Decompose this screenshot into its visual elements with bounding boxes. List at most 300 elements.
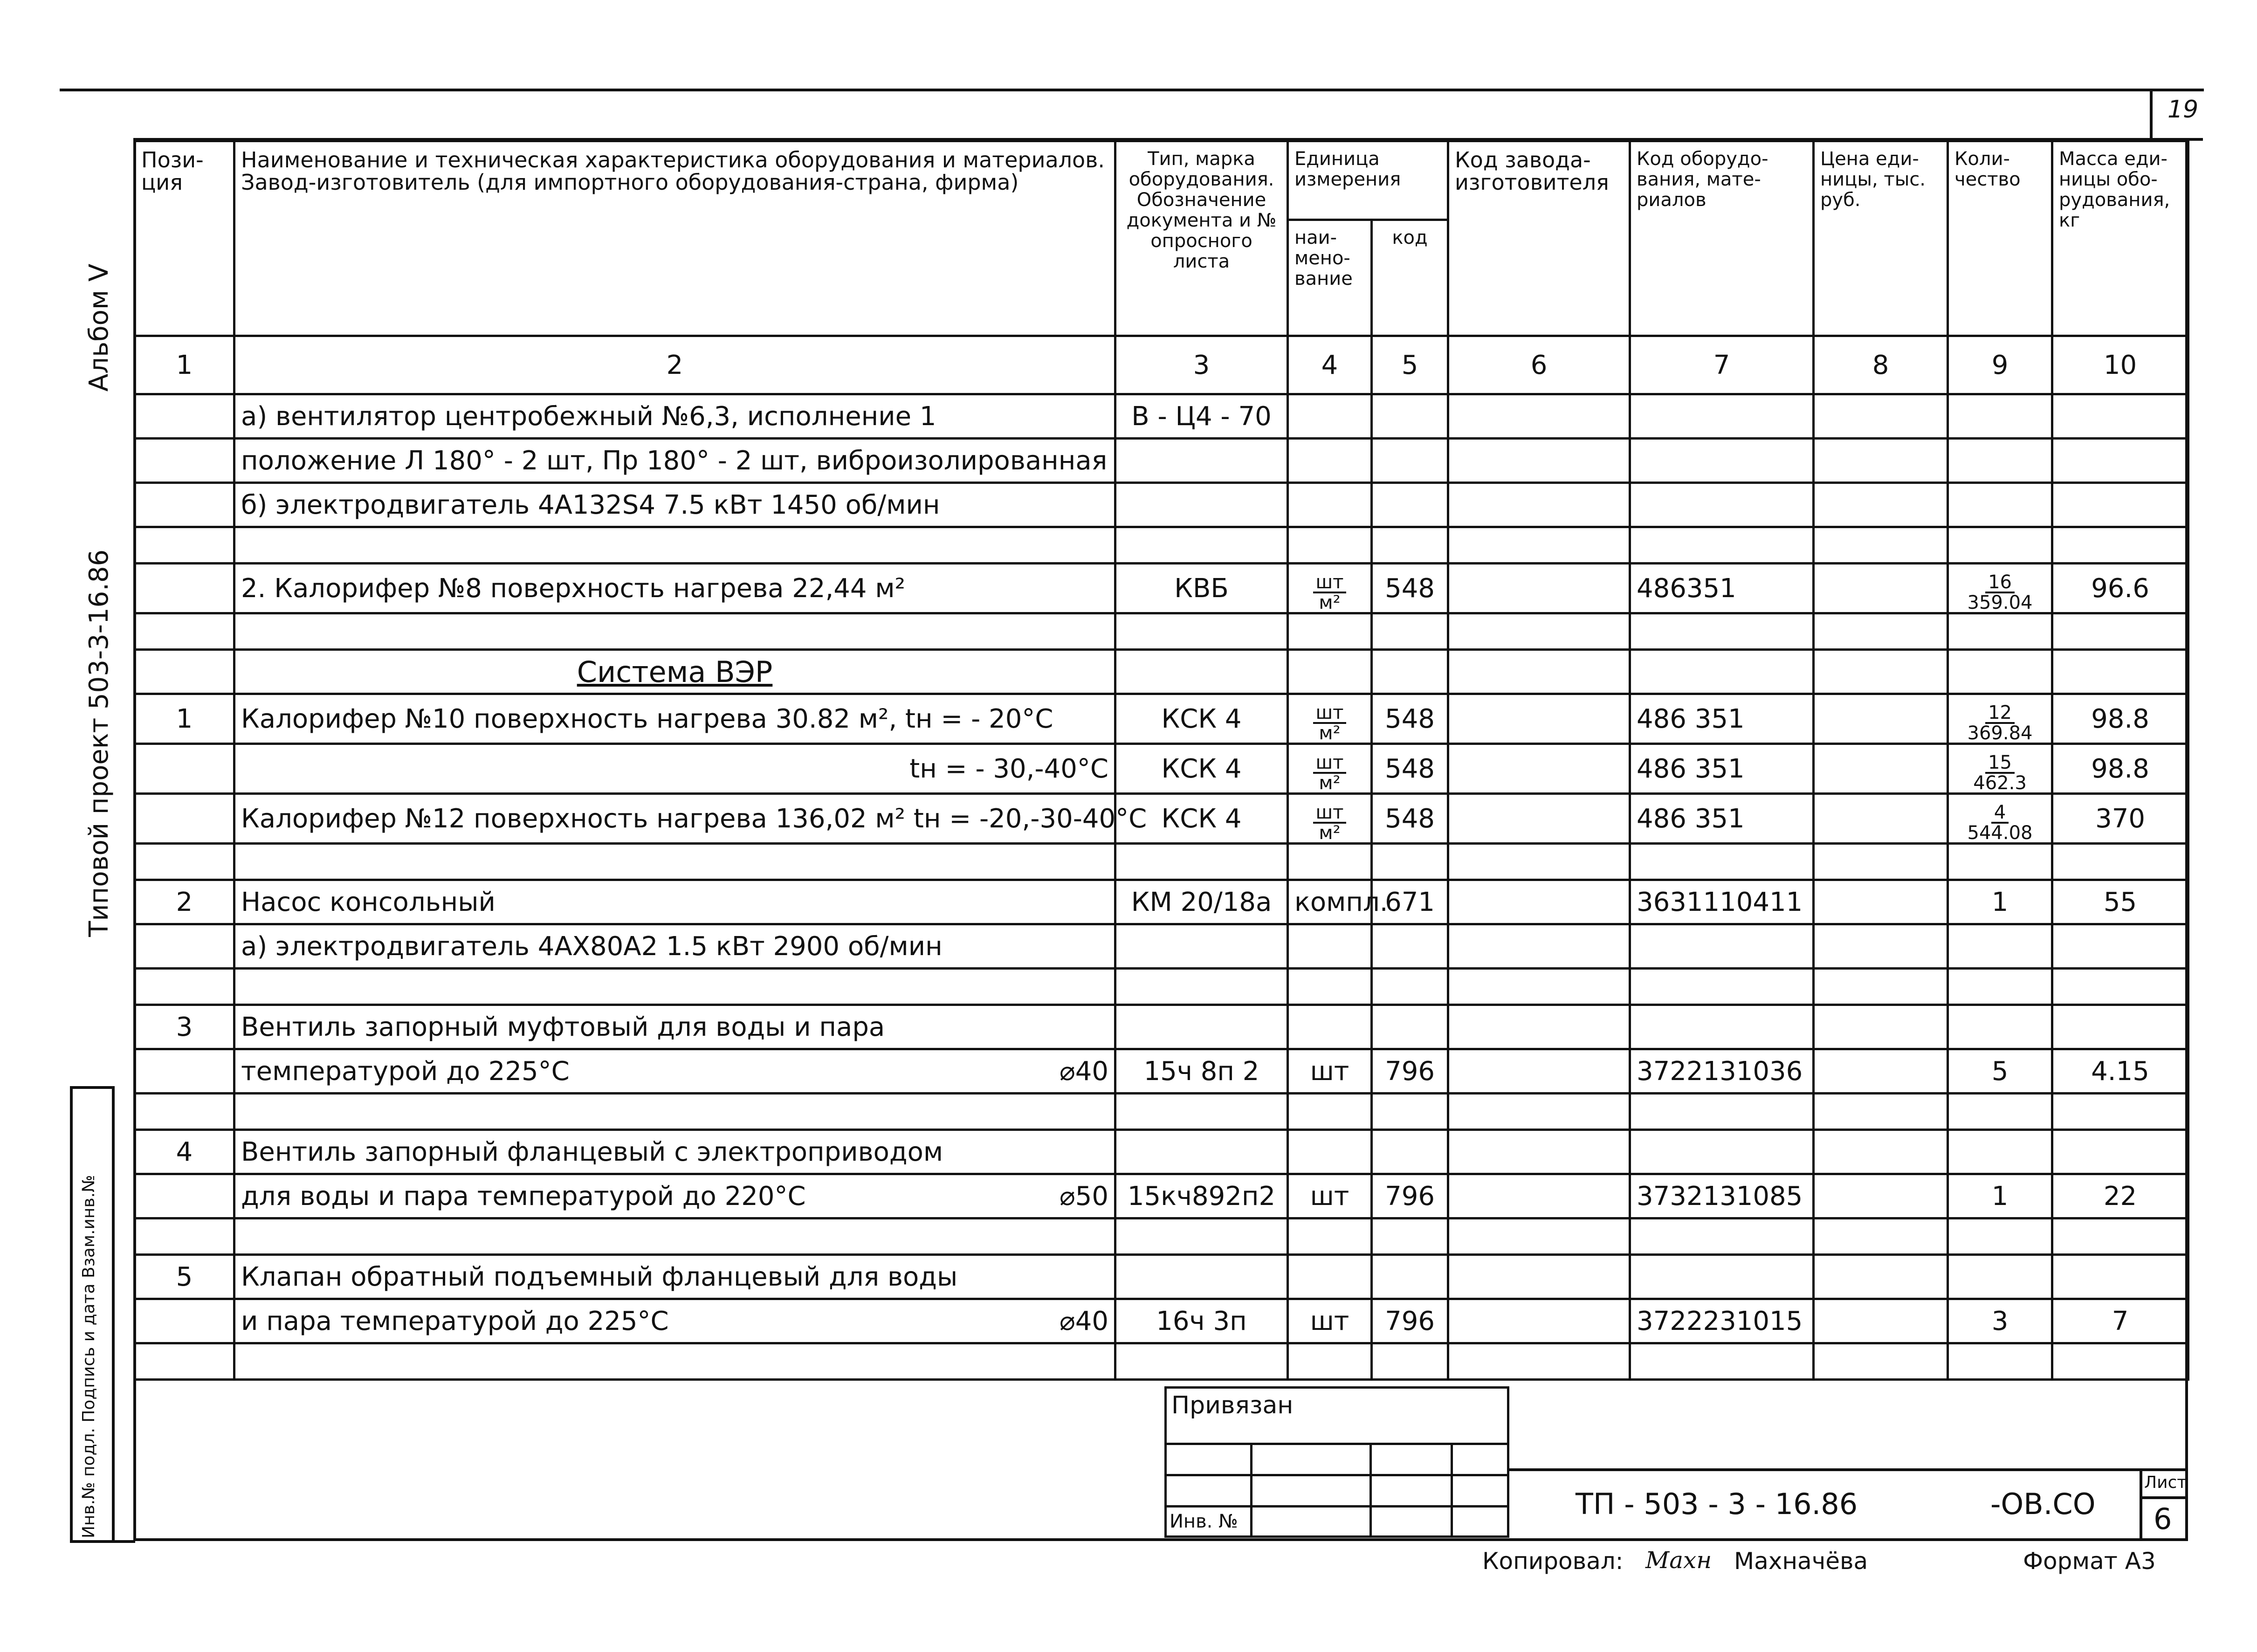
table-row bbox=[135, 1005, 2188, 1049]
cell-mfr bbox=[1448, 1005, 1630, 1049]
cell-code: 671 bbox=[1372, 880, 1448, 924]
header-mfr-code: Код завода-изготовителя bbox=[1448, 141, 1630, 336]
document-code: ТП - 503 - 3 - 16.86 bbox=[1576, 1487, 1858, 1521]
cell-name bbox=[234, 1218, 1115, 1255]
sheet-label: Лист bbox=[2144, 1473, 2187, 1492]
table-row bbox=[135, 394, 2188, 439]
cell-unit: компл. bbox=[1288, 880, 1372, 924]
cell-equip: 3732131085 bbox=[1630, 1174, 1814, 1218]
cell-type: 15кч892п2 bbox=[1115, 1174, 1288, 1218]
cell-price bbox=[1814, 1049, 1948, 1094]
cell-mass bbox=[2052, 1343, 2188, 1380]
copied-label: Копировал: bbox=[1482, 1548, 1624, 1575]
cell-type: КМ 20/18а bbox=[1115, 880, 1288, 924]
table-row bbox=[135, 1299, 2188, 1343]
cell-code: 548 bbox=[1372, 694, 1448, 744]
cell-qty: 3 bbox=[1948, 1299, 2052, 1343]
cell-unit bbox=[1288, 564, 1372, 613]
cell-code: 796 bbox=[1372, 1049, 1448, 1094]
cell-price bbox=[1814, 439, 1948, 483]
cell-qty: 1 bbox=[1948, 880, 2052, 924]
cell-type bbox=[1115, 1343, 1288, 1380]
cell-mfr bbox=[1448, 880, 1630, 924]
cell-unit bbox=[1288, 1255, 1372, 1299]
item-name: б) электродвигатель 4А132S4 7.5 кВт 1450 об/мин bbox=[241, 489, 940, 520]
cell-price bbox=[1814, 1130, 1948, 1174]
cell-type: КВБ bbox=[1115, 564, 1288, 613]
cell-unit bbox=[1288, 1005, 1372, 1049]
cell-code bbox=[1372, 1218, 1448, 1255]
cell-code bbox=[1372, 924, 1448, 969]
side-stamp-line bbox=[70, 1086, 115, 1089]
col-num: 8 bbox=[1814, 336, 1948, 394]
cell-type: КСК 4 bbox=[1115, 694, 1288, 744]
cell-pos: 2 bbox=[135, 880, 234, 924]
cell-mfr bbox=[1448, 969, 1630, 1005]
cell-mfr bbox=[1448, 1094, 1630, 1130]
cell-type bbox=[1115, 613, 1288, 650]
cell-mass bbox=[2052, 1005, 2188, 1049]
cell-unit: шт bbox=[1288, 1049, 1372, 1094]
cell-qty bbox=[1948, 394, 2052, 439]
cell-code bbox=[1372, 969, 1448, 1005]
cell-qty bbox=[1948, 694, 2052, 744]
cell-unit bbox=[1288, 1218, 1372, 1255]
cell-code bbox=[1372, 483, 1448, 527]
side-stamp-line bbox=[70, 1540, 135, 1543]
cell-pos bbox=[135, 924, 234, 969]
qty-den: 359.04 bbox=[1967, 592, 2033, 613]
item-name-right: ⌀40 bbox=[1060, 1306, 1108, 1336]
cell-code: 796 bbox=[1372, 1299, 1448, 1343]
cell-mass bbox=[2052, 1255, 2188, 1299]
item-name: и пара температурой до 225°С bbox=[241, 1306, 669, 1336]
header-row bbox=[135, 141, 2188, 220]
cell-name bbox=[234, 844, 1115, 880]
cell-mfr bbox=[1448, 794, 1630, 844]
side-stamp-line bbox=[112, 1086, 115, 1543]
cell-price bbox=[1814, 1343, 1948, 1380]
cell-equip bbox=[1630, 1343, 1814, 1380]
unit-fraction bbox=[1313, 573, 1347, 612]
cell-equip bbox=[1630, 1218, 1814, 1255]
cell-type: 16ч 3п bbox=[1115, 1299, 1288, 1343]
cell-price bbox=[1814, 694, 1948, 744]
cell-mfr bbox=[1448, 1218, 1630, 1255]
unit-num: шт bbox=[1313, 803, 1347, 824]
cell-mass: 370 bbox=[2052, 794, 2188, 844]
cell-unit bbox=[1288, 613, 1372, 650]
cell-qty bbox=[1948, 1343, 2052, 1380]
cell-mfr bbox=[1448, 1130, 1630, 1174]
cell-mass: 7 bbox=[2052, 1299, 2188, 1343]
header-price: Цена еди-ницы, тыс. руб. bbox=[1814, 141, 1948, 336]
qty-num: 15 bbox=[1985, 753, 2015, 774]
privyazan-label: Привязан bbox=[1166, 1388, 1508, 1444]
item-name: Насос консольный bbox=[241, 887, 495, 917]
cell-qty: 5 bbox=[1948, 1049, 2052, 1094]
sheet-box-mid bbox=[2140, 1496, 2186, 1499]
cell-code bbox=[1372, 1130, 1448, 1174]
cell-qty: 1 bbox=[1948, 1174, 2052, 1218]
cell-mfr bbox=[1448, 564, 1630, 613]
cell-name bbox=[234, 394, 1115, 439]
sheet-value: 6 bbox=[2154, 1502, 2172, 1536]
cell-price bbox=[1814, 1005, 1948, 1049]
cell-unit bbox=[1288, 924, 1372, 969]
unit-den: м² bbox=[1319, 723, 1341, 744]
cell-equip: 3722231015 bbox=[1630, 1299, 1814, 1343]
col-num: 5 bbox=[1372, 336, 1448, 394]
cell-price bbox=[1814, 564, 1948, 613]
table-row bbox=[135, 1130, 2188, 1174]
cell-price bbox=[1814, 483, 1948, 527]
cell-mass bbox=[2052, 844, 2188, 880]
cell-unit bbox=[1288, 527, 1372, 564]
cell-pos: 5 bbox=[135, 1255, 234, 1299]
cell-mass bbox=[2052, 1218, 2188, 1255]
cell-mfr bbox=[1448, 483, 1630, 527]
cell-equip bbox=[1630, 650, 1814, 694]
inv-label: Инв. № bbox=[1166, 1507, 1252, 1537]
cell-name bbox=[234, 439, 1115, 483]
col-num: 6 bbox=[1448, 336, 1630, 394]
cell-pos bbox=[135, 1343, 234, 1380]
header-mass: Масса еди-ницы обо-рудования, кг bbox=[2052, 141, 2188, 336]
col-num: 9 bbox=[1948, 336, 2052, 394]
item-name: Калорифер №12 поверхность нагрева 136,02 м² tн = -20,-30-40°С bbox=[241, 803, 1147, 834]
unit-fraction bbox=[1313, 803, 1347, 842]
cell-price bbox=[1814, 844, 1948, 880]
cell-type bbox=[1115, 844, 1288, 880]
item-name: температурой до 225°С bbox=[241, 1056, 570, 1087]
cell-mass: 4.15 bbox=[2052, 1049, 2188, 1094]
cell-qty bbox=[1948, 969, 2052, 1005]
cell-mass bbox=[2052, 924, 2188, 969]
format-label: Формат А3 bbox=[2023, 1548, 2156, 1575]
cell-unit bbox=[1288, 1094, 1372, 1130]
album-label: Альбом Ⅴ bbox=[84, 263, 114, 392]
cell-mfr bbox=[1448, 650, 1630, 694]
table-row bbox=[135, 924, 2188, 969]
cell-name bbox=[234, 1255, 1115, 1299]
cell-qty bbox=[1948, 844, 2052, 880]
cell-price bbox=[1814, 794, 1948, 844]
cell-type: В - Ц4 - 70 bbox=[1115, 394, 1288, 439]
cell-qty bbox=[1948, 924, 2052, 969]
cell-code bbox=[1372, 527, 1448, 564]
cell-mfr bbox=[1448, 613, 1630, 650]
cell-code: 548 bbox=[1372, 794, 1448, 844]
cell-equip bbox=[1630, 1130, 1814, 1174]
cell-pos bbox=[135, 969, 234, 1005]
cell-mass: 98.8 bbox=[2052, 744, 2188, 794]
col-num: 7 bbox=[1630, 336, 1814, 394]
cell-mfr bbox=[1448, 1299, 1630, 1343]
item-name: Калорифер №10 поверхность нагрева 30.82 м², tн = - 20°С bbox=[241, 703, 1053, 734]
unit-num: шт bbox=[1313, 753, 1347, 774]
cell-type: КСК 4 bbox=[1115, 794, 1288, 844]
cell-mfr bbox=[1448, 1049, 1630, 1094]
item-name: для воды и пара температурой до 220°С bbox=[241, 1181, 806, 1211]
cell-equip: 3631110411 bbox=[1630, 880, 1814, 924]
cell-mass bbox=[2052, 613, 2188, 650]
cell-pos bbox=[135, 613, 234, 650]
header-equip-code: Код оборудо-вания, мате-риалов bbox=[1630, 141, 1814, 336]
table-row bbox=[135, 969, 2188, 1005]
cell-unit: шт bbox=[1288, 1174, 1372, 1218]
cell-code bbox=[1372, 394, 1448, 439]
cell-type bbox=[1115, 483, 1288, 527]
header-unit-name: наи-мено-вание bbox=[1288, 220, 1372, 336]
cell-mass bbox=[2052, 527, 2188, 564]
cell-code bbox=[1372, 1255, 1448, 1299]
cell-mfr bbox=[1448, 694, 1630, 744]
cell-equip: 486351 bbox=[1630, 564, 1814, 613]
cell-type bbox=[1115, 650, 1288, 694]
cell-mfr bbox=[1448, 394, 1630, 439]
title-block bbox=[1164, 1386, 1509, 1538]
cell-equip bbox=[1630, 1255, 1814, 1299]
cell-qty bbox=[1948, 650, 2052, 694]
cell-price bbox=[1814, 969, 1948, 1005]
document-suffix: -ОВ.СО bbox=[1990, 1487, 2096, 1521]
cell-code: 548 bbox=[1372, 564, 1448, 613]
unit-den: м² bbox=[1319, 592, 1341, 613]
item-name: Вентиль запорный фланцевый с электроприводом bbox=[241, 1136, 943, 1167]
cell-price bbox=[1814, 880, 1948, 924]
cell-name bbox=[234, 1049, 1115, 1094]
cell-equip bbox=[1630, 527, 1814, 564]
cell-pos bbox=[135, 394, 234, 439]
col-num: 1 bbox=[135, 336, 234, 394]
cell-equip bbox=[1630, 439, 1814, 483]
cell-price bbox=[1814, 394, 1948, 439]
unit-fraction bbox=[1313, 703, 1347, 743]
cell-mass bbox=[2052, 1094, 2188, 1130]
qty-fraction bbox=[1968, 573, 2033, 612]
item-name: 2. Калорифер №8 поверхность нагрева 22,44 м² bbox=[241, 573, 906, 604]
top-border bbox=[60, 89, 2204, 91]
cell-mass: 96.6 bbox=[2052, 564, 2188, 613]
sheet-number-divider bbox=[2150, 89, 2153, 140]
cell-type bbox=[1115, 1218, 1288, 1255]
table-row bbox=[135, 744, 2188, 794]
cell-code bbox=[1372, 1343, 1448, 1380]
cell-name bbox=[234, 969, 1115, 1005]
cell-name bbox=[234, 880, 1115, 924]
column-number-row bbox=[135, 336, 2188, 394]
cell-type bbox=[1115, 1005, 1288, 1049]
cell-pos bbox=[135, 650, 234, 694]
col-num: 4 bbox=[1288, 336, 1372, 394]
col-num: 3 bbox=[1115, 336, 1288, 394]
col-num: 2 bbox=[234, 336, 1115, 394]
cell-name bbox=[234, 694, 1115, 744]
cell-equip: 486 351 bbox=[1630, 744, 1814, 794]
cell-mass bbox=[2052, 439, 2188, 483]
cell-pos: 3 bbox=[135, 1005, 234, 1049]
cell-mfr bbox=[1448, 844, 1630, 880]
cell-qty bbox=[1948, 483, 2052, 527]
frame-bottom bbox=[133, 1538, 2188, 1541]
cell-price bbox=[1814, 1094, 1948, 1130]
cell-mass bbox=[2052, 483, 2188, 527]
cell-qty bbox=[1948, 794, 2052, 844]
cell-equip bbox=[1630, 1094, 1814, 1130]
header-pos: Пози-ция bbox=[135, 141, 234, 336]
qty-num: 16 bbox=[1985, 573, 2015, 593]
unit-num: шт bbox=[1313, 703, 1347, 724]
cell-unit bbox=[1288, 394, 1372, 439]
table-row bbox=[135, 1094, 2188, 1130]
cell-name bbox=[234, 794, 1147, 844]
cell-name bbox=[234, 1343, 1115, 1380]
cell-pos bbox=[135, 1174, 234, 1218]
header-name: Наименование и техническая характеристика оборудования и материалов. Завод-изготовитель (для импортного оборудования-страна, фирма) bbox=[234, 141, 1115, 336]
cell-type bbox=[1115, 439, 1288, 483]
table-row bbox=[135, 650, 2188, 694]
cell-pos bbox=[135, 794, 234, 844]
qty-fraction bbox=[1968, 803, 2033, 842]
cell-qty bbox=[1948, 1255, 2052, 1299]
cell-name bbox=[234, 527, 1115, 564]
table-row bbox=[135, 1174, 2188, 1218]
cell-type bbox=[1115, 1094, 1288, 1130]
table-row bbox=[135, 483, 2188, 527]
cell-price bbox=[1814, 744, 1948, 794]
cell-unit bbox=[1288, 483, 1372, 527]
cell-qty bbox=[1948, 527, 2052, 564]
cell-equip bbox=[1630, 613, 1814, 650]
unit-den: м² bbox=[1319, 822, 1341, 844]
privyazan-table bbox=[1164, 1386, 1509, 1538]
cell-mass: 22 bbox=[2052, 1174, 2188, 1218]
section-title: Система ВЭР bbox=[577, 654, 773, 689]
item-name: Вентиль запорный муфтовый для воды и пара bbox=[241, 1012, 885, 1042]
project-label: Типовой проект 503-3-16.86 bbox=[84, 549, 114, 937]
unit-fraction bbox=[1313, 753, 1347, 792]
table-row bbox=[135, 1255, 2188, 1299]
cell-pos bbox=[135, 844, 234, 880]
cell-pos bbox=[135, 1049, 234, 1094]
side-stamp-line bbox=[70, 1086, 73, 1543]
cell-unit bbox=[1288, 439, 1372, 483]
copied-name: Махначёва bbox=[1734, 1548, 1868, 1575]
qty-fraction bbox=[1968, 703, 2033, 743]
header-unit-code: код bbox=[1372, 220, 1448, 336]
copied-signature: Махн bbox=[1645, 1547, 1712, 1574]
cell-name bbox=[234, 1094, 1115, 1130]
cell-unit bbox=[1288, 794, 1372, 844]
table-row bbox=[135, 527, 2188, 564]
header-qty: Коли-чество bbox=[1948, 141, 2052, 336]
cell-pos bbox=[135, 1299, 234, 1343]
cell-name bbox=[234, 613, 1115, 650]
col-num: 10 bbox=[2052, 336, 2188, 394]
cell-pos bbox=[135, 1094, 234, 1130]
cell-name bbox=[234, 1174, 1115, 1218]
cell-pos bbox=[135, 1218, 234, 1255]
cell-mfr bbox=[1448, 744, 1630, 794]
cell-code bbox=[1372, 613, 1448, 650]
cell-pos bbox=[135, 527, 234, 564]
cell-type bbox=[1115, 527, 1288, 564]
cell-code: 548 bbox=[1372, 744, 1448, 794]
specification-table bbox=[133, 140, 2189, 1381]
cell-type bbox=[1115, 924, 1288, 969]
cell-name bbox=[234, 650, 1115, 694]
spec-body bbox=[135, 394, 2188, 1380]
cell-name bbox=[234, 1299, 1115, 1343]
cell-pos bbox=[135, 744, 234, 794]
cell-mass bbox=[2052, 969, 2188, 1005]
cell-qty bbox=[1948, 1094, 2052, 1130]
cell-qty bbox=[1948, 744, 2052, 794]
side-stamp-label: Инв.№ подл. Подпись и дата Взам.инв.№ bbox=[79, 1175, 98, 1538]
cell-unit bbox=[1288, 1343, 1372, 1380]
cell-mfr bbox=[1448, 1343, 1630, 1380]
cell-equip bbox=[1630, 844, 1814, 880]
cell-mfr bbox=[1448, 1255, 1630, 1299]
sheet-box-left bbox=[2140, 1468, 2142, 1538]
cell-code bbox=[1372, 844, 1448, 880]
qty-den: 544.08 bbox=[1967, 822, 2033, 844]
cell-qty bbox=[1948, 439, 2052, 483]
cell-price bbox=[1814, 1255, 1948, 1299]
cell-unit bbox=[1288, 1130, 1372, 1174]
cell-code bbox=[1372, 1094, 1448, 1130]
cell-name bbox=[234, 1130, 1115, 1174]
table-row bbox=[135, 564, 2188, 613]
cell-name bbox=[234, 1005, 1115, 1049]
cell-unit bbox=[1288, 694, 1372, 744]
cell-price bbox=[1814, 1218, 1948, 1255]
cell-type: КСК 4 bbox=[1115, 744, 1288, 794]
qty-den: 462.3 bbox=[1973, 772, 2027, 794]
cell-pos bbox=[135, 564, 234, 613]
qty-fraction bbox=[1973, 753, 2027, 792]
cell-type bbox=[1115, 1255, 1288, 1299]
cell-equip: 486 351 bbox=[1630, 694, 1814, 744]
cell-type bbox=[1115, 969, 1288, 1005]
cell-name bbox=[234, 744, 1115, 794]
cell-unit bbox=[1288, 744, 1372, 794]
cell-price bbox=[1814, 527, 1948, 564]
table-row bbox=[135, 1049, 2188, 1094]
cell-name bbox=[234, 483, 1115, 527]
table-row bbox=[135, 1218, 2188, 1255]
cell-name bbox=[234, 564, 1115, 613]
cell-mfr bbox=[1448, 924, 1630, 969]
cell-pos bbox=[135, 439, 234, 483]
cell-equip bbox=[1630, 969, 1814, 1005]
qty-num: 4 bbox=[1991, 803, 2009, 824]
table-row bbox=[135, 794, 2188, 844]
title-block-line bbox=[1509, 1468, 2188, 1471]
cell-qty bbox=[1948, 613, 2052, 650]
cell-equip: 486 351 bbox=[1630, 794, 1814, 844]
cell-qty bbox=[1948, 1005, 2052, 1049]
cell-unit bbox=[1288, 844, 1372, 880]
cell-price bbox=[1814, 650, 1948, 694]
cell-equip bbox=[1630, 394, 1814, 439]
cell-mass bbox=[2052, 394, 2188, 439]
cell-price bbox=[1814, 613, 1948, 650]
sheet-number: 19 bbox=[2168, 96, 2199, 124]
cell-unit bbox=[1288, 650, 1372, 694]
cell-equip bbox=[1630, 1005, 1814, 1049]
